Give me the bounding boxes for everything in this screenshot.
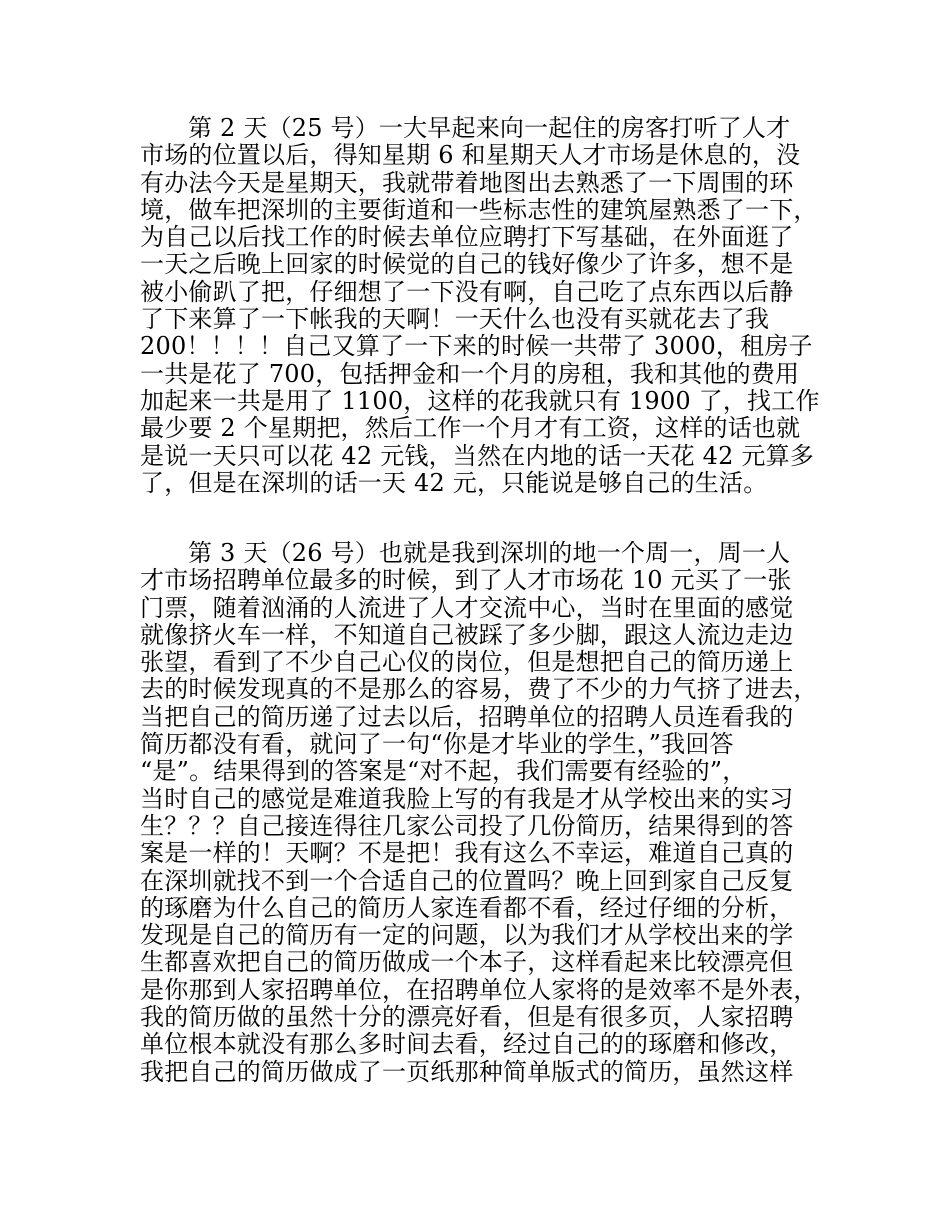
- text-line: 单位根本就没有那么多时间去看，经过自己的的琢磨和修改，: [140, 1030, 794, 1059]
- text-line: 是说一天只可以花 42 元钱，当然在内地的话一天花 42 元算多: [140, 441, 814, 470]
- text-line: 生都喜欢把自己的简历做成一个本子，这样看起来比较漂亮但: [140, 948, 794, 977]
- text-line: 当把自己的简历递了过去以后，招聘单位的招聘人员连看我的: [140, 702, 794, 731]
- text-line: 市场的位置以后，得知星期 6 和星期天人才市场是休息的，没: [140, 141, 801, 170]
- text-line: 当时自己的感觉是难道我脸上写的有我是才从学校出来的实习: [140, 784, 794, 813]
- text-line: 就像挤火车一样，不知道自己被踩了多少脚，跟这人流边走边: [140, 620, 794, 649]
- text-line: 第 2 天（25 号）一大早起来向一起住的房客打听了人才: [188, 114, 791, 142]
- paragraph-day-2: [140, 115, 840, 497]
- text-line: 我把自己的简历做成了一页纸那种简单版式的简历，虽然这样: [140, 1057, 794, 1086]
- text-line: 一天之后晚上回家的时候觉的自己的钱好像少了许多，想不是: [140, 250, 794, 279]
- text-line: 最少要 2 个星期把，然后工作一个月才有工资，这样的话也就: [140, 414, 801, 443]
- text-line: 第 3 天（26 号）也就是我到深圳的地一个周一，周一人: [188, 539, 791, 567]
- text-line: 加起来一共是用了 1100，这样的花我就只有 1900 了，找工作: [140, 386, 820, 415]
- text-line: 一共是花了 700，包括押金和一个月的房租，我和其他的费用: [140, 359, 800, 388]
- text-line: 为自己以后找工作的时候去单位应聘打下写基础，在外面逛了: [140, 223, 794, 252]
- text-line: 才市场招聘单位最多的时候，到了人才市场花 10 元买了一张: [140, 566, 792, 595]
- text-line: 有办法今天是星期天，我就带着地图出去熟悉了一下周围的环: [140, 168, 794, 197]
- text-line: 张望，看到了不少自己心仪的岗位，但是想把自己的简历递上: [140, 648, 794, 677]
- text-line: 简历都没有看，就问了一句“你是才毕业的学生，”我回答: [140, 730, 734, 759]
- text-line: 在深圳就找不到一个合适自己的位置吗？晚上回到家自己反复: [140, 866, 794, 895]
- text-line: 门票，随着汹涌的人流进了人才交流中心，当时在里面的感觉: [140, 593, 794, 622]
- paragraph-day-3: [140, 540, 840, 1086]
- text-line: 了，但是在深圳的话一天 42 元，只能说是够自己的生活。: [140, 468, 768, 497]
- text-line: 我的简历做的虽然十分的漂亮好看，但是有很多页，人家招聘: [140, 1003, 794, 1032]
- text-line: 去的时候发现真的不是那么的容易，费了不少的力气挤了进去，: [140, 675, 818, 704]
- text-line: 200！！！！自己又算了一下来的时候一共带了 3000，租房子: [140, 332, 813, 361]
- text-line: 是你那到人家招聘单位，在招聘单位人家将的是效率不是外表，: [140, 975, 818, 1004]
- text-line: 了下来算了一下帐我的天啊！一天什么也没有买就花去了我: [140, 305, 770, 334]
- text-line: 发现是自己的简历有一定的问题，以为我们才从学校出来的学: [140, 921, 794, 950]
- text-line: 案是一样的！天啊？不是把！我有这么不幸运，难道自己真的: [140, 839, 794, 868]
- text-line: 境，做车把深圳的主要街道和一些标志性的建筑屋熟悉了一下，: [140, 195, 818, 224]
- text-line: 生？？？自己接连得往几家公司投了几份简历，结果得到的答: [140, 811, 794, 840]
- text-line: 被小偷趴了把，仔细想了一下没有啊，自己吃了点东西以后静: [140, 277, 794, 306]
- text-line: 的琢磨为什么自己的简历人家连看都不看，经过仔细的分析，: [140, 893, 794, 922]
- text-line: “是”。结果得到的答案是“对不起，我们需要有经验的”，: [140, 757, 747, 786]
